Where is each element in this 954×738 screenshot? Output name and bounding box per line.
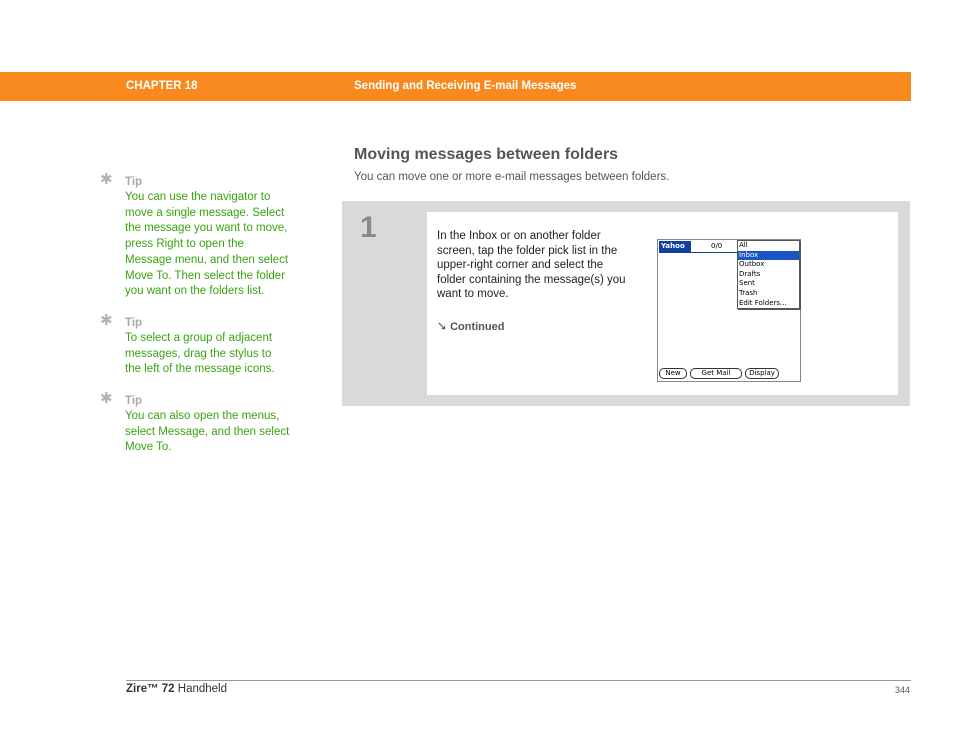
footer-product-name [126,683,227,695]
title-underline [659,252,738,253]
tip-text: To select a group of adjacent messages, drag the stylus to the left of the message icons. [125,331,275,376]
folder-item-inbox[interactable]: Inbox [738,251,799,261]
chapter-header-bar [0,72,911,101]
get-mail-button[interactable]: Get Mail [690,368,742,379]
chapter-title: Sending and Receiving E-mail Messages [354,80,577,92]
step-number: 1 [360,211,377,244]
display-button[interactable]: Display [745,368,779,379]
asterisk-icon: ✱ [100,171,113,188]
folder-item-drafts[interactable]: Drafts [739,269,761,278]
folder-pick-list[interactable] [737,240,800,309]
tips-sidebar [100,171,290,471]
tip-label: Tip [125,316,143,329]
footer-divider [126,680,911,681]
new-button[interactable]: New [659,368,687,379]
step-instructions: In the Inbox or on another folder screen, tap the folder pick list in the upper-right corner and select the folder containing the message(s) you want to move. [437,230,626,301]
section-intro: You can move one or more e-mail messages between folders. [354,171,670,183]
tip-label: Tip [125,176,143,188]
tip-text: You can use the navigator to move a single message. Select the message you want to move, press Right to open the Message menu, and then select Move To. Then select the folder you want on the folders list. [125,191,289,298]
folder-item-all[interactable]: All [739,241,748,249]
folder-item-edit-folders[interactable]: Edit Folders... [739,298,787,307]
asterisk-icon: ✱ [100,390,113,408]
page-number: 344 [895,685,911,695]
message-count: 0/0 [711,242,723,250]
product-suffix: Handheld [174,683,228,695]
tip-box [100,311,290,378]
folder-item-outbox[interactable]: Outbox [739,260,765,269]
tip-text: You can also open the menus, select Message, and then select Move To. [125,410,290,454]
device-screenshot [657,239,801,382]
folder-item-trash[interactable]: Trash [739,288,758,297]
device-button-bar [659,368,799,380]
arrow-down-right-icon: ➘ [437,319,448,333]
step-box [342,201,910,406]
asterisk-icon: ✱ [100,311,113,329]
folder-item-sent[interactable]: Sent [739,279,755,288]
step-content [427,212,898,395]
app-title-tab: Yahoo [659,241,691,252]
section-title: Moving messages between folders [354,146,619,163]
continued-label: Continued [450,321,505,333]
chapter-label: CHAPTER 18 [126,80,198,92]
tip-box [100,390,290,456]
continued-link[interactable] [437,319,504,333]
tip-box [100,171,290,300]
tip-label: Tip [125,395,143,408]
product-name: Zire™ 72 [126,683,175,695]
